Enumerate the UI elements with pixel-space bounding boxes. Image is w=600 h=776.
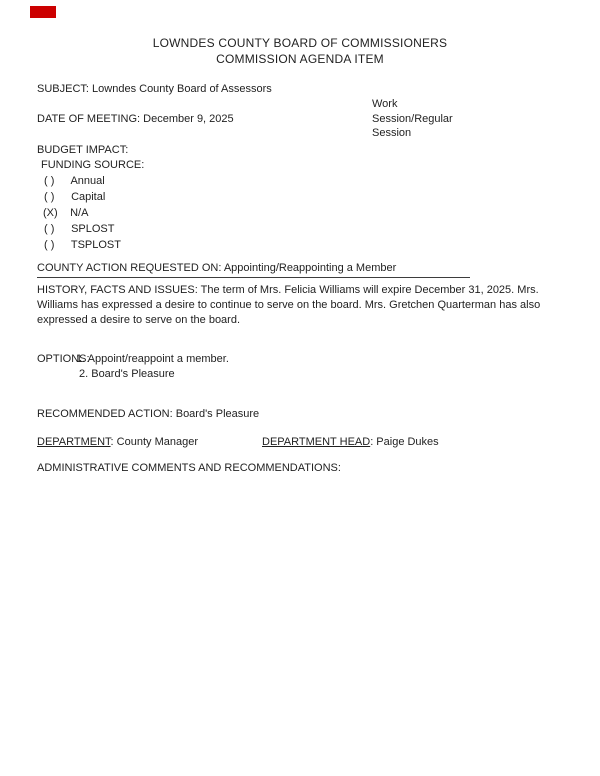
- funding-source-label: FUNDING SOURCE:: [41, 159, 145, 171]
- funding-option-splost: [44, 222, 114, 237]
- session-type-block: [372, 97, 492, 141]
- budget-impact-label: BUDGET IMPACT:: [37, 144, 129, 156]
- checkbox-mark: ( ): [44, 191, 55, 203]
- funding-option-na: [43, 206, 88, 221]
- funding-option-annual: [44, 174, 105, 189]
- county-action-underline: [37, 277, 470, 278]
- subject-line: [37, 82, 272, 97]
- department-head-label: DEPARTMENT HEAD: [262, 436, 371, 448]
- department-line: [37, 435, 198, 450]
- recommended-action-line: RECOMMENDED ACTION: Board's Pleasure: [37, 408, 260, 420]
- option-item-1: 1. Appoint/reappoint a member.: [76, 353, 229, 365]
- document-title-line2: COMMISSION AGENDA ITEM: [216, 52, 384, 66]
- subject-label: SUBJECT:: [37, 83, 89, 95]
- department-head-line: [262, 435, 439, 450]
- county-action-label: COUNTY ACTION REQUESTED ON:: [37, 262, 222, 274]
- option-item-2: 2. Board's Pleasure: [79, 368, 175, 380]
- meeting-date-value: December 9, 2025: [143, 113, 234, 125]
- department-head-value: : Paige Dukes: [370, 436, 439, 448]
- options-label: OPTIONS:: [37, 353, 90, 365]
- session-type-line: Work: [372, 98, 398, 110]
- session-type-line: Session/Regular: [372, 112, 453, 125]
- funding-option-label: Annual: [70, 175, 105, 187]
- funding-option-label: N/A: [70, 207, 89, 219]
- funding-option-label: Capital: [71, 191, 106, 203]
- meeting-date-label: DATE OF MEETING:: [37, 113, 141, 125]
- session-type-line: Session: [372, 127, 412, 139]
- checkbox-mark: ( ): [44, 175, 55, 187]
- meeting-date-line: [37, 112, 234, 127]
- funding-option-label: TSPLOST: [70, 239, 121, 251]
- checkbox-mark: ( ): [44, 223, 55, 235]
- funding-option-label: SPLOST: [71, 223, 115, 235]
- department-label: DEPARTMENT: [37, 436, 111, 448]
- document-title-line1: LOWNDES COUNTY BOARD OF COMMISSIONERS: [152, 36, 448, 50]
- county-action-value: Appointing/Reappointing a Member: [223, 262, 397, 274]
- funding-option-capital: [44, 190, 105, 205]
- county-action-line: [37, 261, 396, 276]
- subject-value: Lowndes County Board of Assessors: [92, 83, 272, 95]
- red-flag-marker: [30, 6, 56, 18]
- history-facts-paragraph: HISTORY, FACTS AND ISSUES: The term of Mrs. Felicia Williams will expire December 31, 2025. Mrs. Williams has expressed a desire to continue to serve on the board. Mrs. Gretchen Quarterman has also expressed a desire to serve on the board.: [37, 284, 541, 326]
- checkbox-mark-checked: (X): [43, 207, 58, 219]
- checkbox-mark: ( ): [44, 239, 55, 251]
- funding-option-tsplost: [44, 238, 121, 253]
- department-value: : County Manager: [110, 436, 198, 448]
- admin-comments-label: ADMINISTRATIVE COMMENTS AND RECOMMENDATIONS:: [37, 462, 341, 474]
